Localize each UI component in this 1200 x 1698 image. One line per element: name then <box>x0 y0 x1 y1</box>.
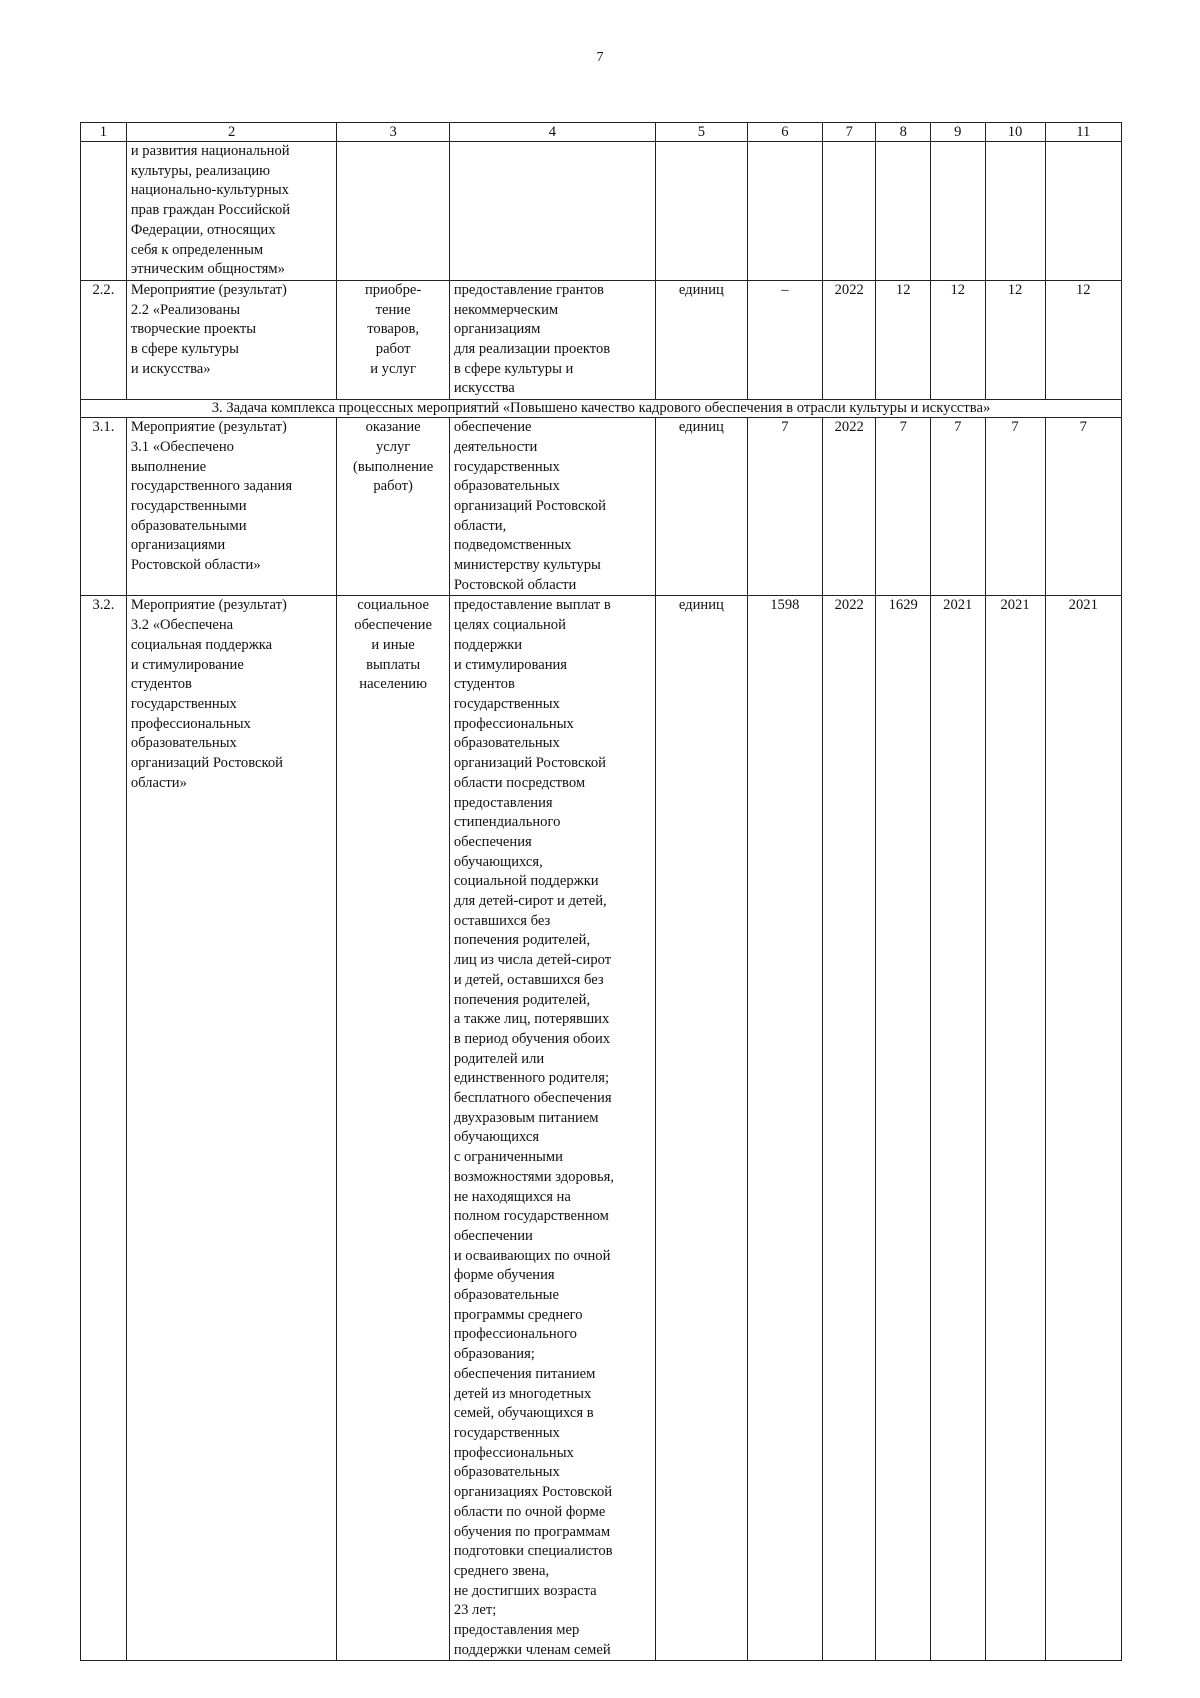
activity-type: оказание услуг (выполнение работ) <box>337 418 449 596</box>
value-cell <box>876 142 931 281</box>
value-cell: 7 <box>1045 418 1121 596</box>
activity-description: предоставление выплат в целях социальной поддержки и стимулирования студентов государственных профессиональных образовательных организаций Ростовской области посредством предоставления стипендиального обеспечения обучающихся, социальной поддержки для детей-сирот и детей, оставшихся без попечения родителей, лиц из числа детей-сирот и детей, оставшихся без попечения родителей, а также лиц, потерявших в период обучения обоих родителей или единственного родителя; бесплатного обеспечения двухразовым питанием обучающихся с ограниченными возможностями здоровья, не находящихся на полном государственном обеспечении и осваивающих по очной форме обучения образовательные программы среднего профессионального образования; обеспечения питанием детей из многодетных семей, обучающихся в государственных профессиональных образовательных организациях Ростовской области по очной форме обучения по программам подготовки специалистов среднего звена, не достигших возраста 23 лет; предоставления мер поддержки членам семей <box>449 596 655 1661</box>
row-number: 3.1. <box>81 418 127 596</box>
value-cell: 1629 <box>876 596 931 1661</box>
header-cell: 3 <box>337 123 449 142</box>
header-cell: 7 <box>822 123 875 142</box>
activity-type <box>337 142 449 281</box>
activity-description: обеспечение деятельности государственных образовательных организаций Ростовской области, подведомственных министерству культуры Ростовской области <box>449 418 655 596</box>
activity-description: предоставление грантов некоммерческим организациям для реализации проектов в сфере культуры и искусства <box>449 280 655 399</box>
base-year: 2022 <box>822 596 875 1661</box>
activity-name: Мероприятие (результат) 3.1 «Обеспечено выполнение государственного задания государственными образовательными организациями Ростовской области» <box>126 418 337 596</box>
table-row <box>81 142 1122 281</box>
header-cell: 11 <box>1045 123 1121 142</box>
row-number <box>81 142 127 281</box>
value-cell <box>985 142 1045 281</box>
section-row <box>81 400 1122 418</box>
value-cell: 2021 <box>985 596 1045 1661</box>
unit <box>656 142 748 281</box>
unit: единиц <box>656 280 748 399</box>
activity-description <box>449 142 655 281</box>
page-number: 7 <box>596 50 604 65</box>
value-cell: 12 <box>1045 280 1121 399</box>
row-number: 2.2. <box>81 280 127 399</box>
header-cell: 8 <box>876 123 931 142</box>
base-value: 1598 <box>747 596 822 1661</box>
value-cell: 7 <box>930 418 985 596</box>
value-cell: 7 <box>876 418 931 596</box>
unit: единиц <box>656 418 748 596</box>
unit: единиц <box>656 596 748 1661</box>
base-year <box>822 142 875 281</box>
header-cell: 1 <box>81 123 127 142</box>
header-row <box>81 123 1122 142</box>
value-cell: 12 <box>930 280 985 399</box>
activity-name: Мероприятие (результат) 2.2 «Реализованы творческие проекты в сфере культуры и искусства» <box>126 280 337 399</box>
table-row <box>81 280 1122 399</box>
table-row <box>81 596 1122 1661</box>
row-number: 3.2. <box>81 596 127 1661</box>
value-cell <box>930 142 985 281</box>
header-cell: 5 <box>656 123 748 142</box>
header-cell: 10 <box>985 123 1045 142</box>
value-cell: 12 <box>876 280 931 399</box>
table-row <box>81 418 1122 596</box>
activity-name: и развития национальной культуры, реализацию национально-культурных прав граждан Российской Федерации, относящих себя к определенным этническим общностям» <box>126 142 337 281</box>
activity-name: Мероприятие (результат) 3.2 «Обеспечена социальная поддержка и стимулирование студентов государственных профессиональных образовательных организаций Ростовской области» <box>126 596 337 1661</box>
header-cell: 9 <box>930 123 985 142</box>
header-cell: 2 <box>126 123 337 142</box>
value-cell: 12 <box>985 280 1045 399</box>
activity-type: социальное обеспечение и иные выплаты населению <box>337 596 449 1661</box>
header-cell: 6 <box>747 123 822 142</box>
value-cell: 2021 <box>1045 596 1121 1661</box>
base-year: 2022 <box>822 280 875 399</box>
activity-type: приобре- тение товаров, работ и услуг <box>337 280 449 399</box>
value-cell: 7 <box>985 418 1045 596</box>
value-cell <box>1045 142 1121 281</box>
header-cell: 4 <box>449 123 655 142</box>
activities-table <box>80 122 1122 1661</box>
section-title: 3. Задача комплекса процессных мероприятий «Повышено качество кадрового обеспечения в отрасли культуры и искусства» <box>81 400 1122 418</box>
value-cell: 2021 <box>930 596 985 1661</box>
base-value: – <box>747 280 822 399</box>
base-value: 7 <box>747 418 822 596</box>
base-year: 2022 <box>822 418 875 596</box>
base-value <box>747 142 822 281</box>
